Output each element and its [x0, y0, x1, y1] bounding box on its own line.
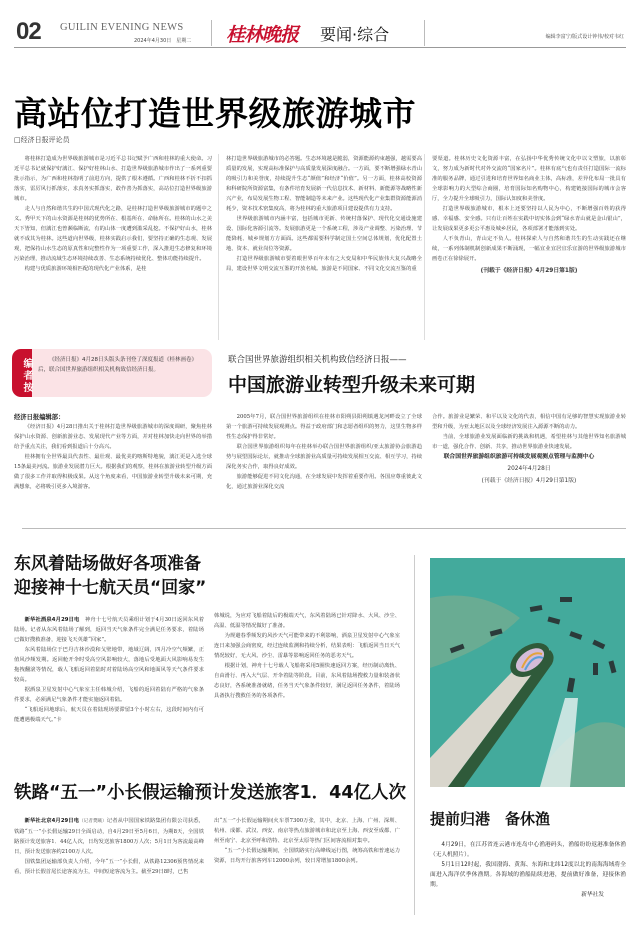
paper-name-english: GUILIN EVENING NEWS — [60, 22, 184, 33]
photo-credit: 新华社发 — [581, 892, 604, 898]
article-column — [226, 412, 422, 492]
paragraph: 韩城说，为应对飞船着陆后的极端天气，东风着陆场已针对降水、大风、沙尘、高温、低温等情况做好了准备。 — [214, 613, 400, 629]
paragraph-text: 记者从中国国家铁路集团有限公司获悉，铁路“五一”小长假运输29日全面启动，自4月29日至5月6日，为期8天，全国铁路预计发送旅客1．44亿人次，日均发送旅客1800万人次；5月1日为客流最高峰日，预计发送旅客约2100万人次。 — [14, 818, 204, 855]
paragraph: 桂林拥有全世界最具代表性、最壮观、最优美的喀斯特地貌，漓江更是入选全球15条最美河流。旅游业发展潜力巨大。根据我们的观察，桂林在旅游业转型升级方面做了很多工作并取得积极成果。从这个角度来看，中国旅游业转型升级未来可期，充满想象，必将吸引更多入境游客。 — [14, 454, 212, 490]
paragraph: “五一”小长假运输期间，全国铁路实行高峰线运行图，统筹高铁和普速运力资源，日均开行旅客列车12000余列，较日常增加1800余列。 — [214, 848, 400, 864]
article-headline: 提前归港 备休渔 — [430, 810, 551, 828]
letter-signature: 联合国世界旅游组织旅游可持续发展观测点管理与监测中心 — [443, 454, 595, 460]
article-column — [226, 154, 422, 274]
paragraph: 走人与自然和谐共生的中国式现代化之路，是桂林打造世界级旅游城市的题中之义。秀甲天下的山水资源是桂林的优势所在、根基所在、命脉所在。桂林的山水之美天下皆知，但漓江也曾濒临断流，有的山体一度遭到滥采乱挖。不保护好山水，桂林就不成其为桂林。这些道向世界级，桂林实践启示我们，要坚持正确的生态观、发展观，把保持山水生态的原真性和完整性作为一项重要工作，深入推进生态修复和环境污染治理，推动流域生态环境持续改善、生态系统持续优化、整体功能持续提升。 — [14, 206, 212, 262]
photo-caption — [430, 840, 626, 900]
paragraph: 合作。旅游业是繁荣、和平以及文化的代表，相信中国有足够的智慧实现旅游业转型和升级，为亚太地区以及全球经济发展注入源源不断的动力。 — [432, 414, 626, 430]
headline-line: 迎接神十七航天员“回家” — [14, 578, 207, 598]
paragraph: 构建与优质旅游环境相匹配的现代化产业体系，是桂 — [24, 266, 147, 272]
section-name: 要闻·综合 — [320, 25, 390, 44]
dateline: 新华社北京4月29日电 — [24, 818, 80, 824]
paragraph: 将桂林打造成为世界级旅游城市是习近平总书记赋予广西和桂林的重大使命。习近平总书记就保护好漓江、保护好桂林山水、打造世界级旅游城市作出了一系列重要批示指示，为广西和桂林指明了前进方向，提供了根本遵循。广西和桂林不折不扣抓落实，雷厉风行抓落实，求真务实抓落实，敢作善为抓落实，高站位打造世界级旅游城市。 — [14, 156, 212, 202]
article-byline: □经济日报评论员 — [14, 136, 70, 144]
letter-salutation: 经济日报编辑部： — [14, 414, 65, 421]
paragraph: 出“五一”小长假运输期间火车票7300万张，其中，北京、上海、广州、深圳、杭州、成都、武汉、西安、南京等热点旅游城市和北京至上海、西安至成都、广州至南宁、北京至呼和浩特、北京至太原等热门区间客流相对集中。 — [214, 818, 400, 844]
article-headline — [14, 552, 206, 600]
paragraph: 打造世界级旅游城市，根本上还要坚持以人民为中心，不断增强百姓的获得感、幸福感、安全感。只有让百姓在实践中切实体会到“绿水青山就是金山银山”，让发展成果更多更公平惠及城乡居民，各项部署才能落到实处。 — [432, 206, 626, 232]
issue-date: 2024年4月30日 星期二 — [134, 38, 192, 44]
article-source: (刊载于《经济日报》4月29日第1版) — [480, 268, 578, 274]
paragraph — [14, 615, 204, 645]
paragraph: 国铁集团运输部负责人介绍，今年“五一”小长假，从铁路12306预售情况来看，预计长假首尾长途客流为主，中间短途客流为主。截至29日8时，已售 — [14, 859, 204, 875]
column-divider — [218, 154, 219, 340]
paragraph: 《经济日报》4月28日推出关于桂林打造世界级旅游城市的深度调研，聚焦桂林保护山水资源、创新旅游业态、发展现代产业等方面，并对桂林加快走向世界的举措给予重点关注，我们看到报道后十分高兴。 — [14, 424, 212, 450]
paragraph: 东风着陆场位于巴丹吉林沙漠和戈壁地带，地域辽阔，四月冷空气频繁，正值风沙频发期。返回舱开伞时受高空风影响较大，落地后受地面大风影响易发生拖拽翻滚等情况，载人飞船返回着陆时对着陆场高空风和地面风等天气条件要求较高。 — [14, 647, 204, 683]
paragraph: 据酒泉卫星发射中心气象室主任韩城介绍，飞船的返回着陆有严格的气象条件要求，必须满足气象条件才能实施返回着陆。 — [14, 687, 204, 703]
article-column — [432, 154, 626, 276]
dateline: 新华社酒泉4月29日电 — [24, 617, 80, 623]
editor-note-box — [12, 349, 212, 397]
paragraph: 打造世界级旅游城市要着眼世界百年未有之大变局和中华民族伟大复兴战略全局，建设世界文明交流互鉴的开放名城。旅游是不同国家、不同文化交流互鉴的重 — [226, 256, 422, 272]
article-headline: 高站位打造世界级旅游城市 — [14, 94, 416, 133]
column-divider — [424, 154, 425, 340]
article-column — [432, 412, 626, 486]
masthead-divider — [424, 20, 425, 46]
harbor-photo-image — [430, 558, 625, 787]
paragraph: 根据计划，神舟十七号载人飞船将采用5圈快速返回方案，经历制动离轨、自由滑行、再入大气层、开伞着陆等阶段。目前，东风着陆场搜救力量和装备状态良好，各系统准备就绪，任务当天气象条件较好，满足返回任务条件，着陆场具备执行搜救任务的各项条件。 — [214, 663, 400, 699]
editor-note-text: 《经济日报》4月28日头版头条刊登了深度报道《桂林画卷》后，联合国世界旅游组织相关机构致信经济日报。 — [38, 357, 197, 373]
column-divider — [414, 555, 415, 915]
section-divider — [22, 528, 626, 529]
harbor-photo — [430, 558, 625, 787]
paragraph: 联合国世界旅游组织每年在桂林举办联合国世界旅游组织/亚太旅游协会旅游趋势与展望国际论坛，就推动全球旅游业高质量可持续发展相互交流、相互学习，持续深化务实合作，取得良好成效。 — [226, 444, 422, 470]
paper-logo: 桂林晚报 — [226, 24, 299, 46]
paragraph: 旅游能够促进不同文化沟通，在全球发展中发挥着重要作用。各国应尊重彼此文化，通过旅游业深化交流 — [226, 474, 422, 490]
article-column — [14, 422, 212, 492]
page-number: 02 — [16, 18, 41, 45]
paragraph: 林打造世界级旅游城市的必答题。生态环境越是脆弱，资源能源约束越强，越需要高质量的发展，实现高标准保护与高质量发展深度融合。一方面，要不断增强绿水青山的吸引力和美誉度，持续提升生态“颜值”和经济“价值”。另一方面，桂林高校资源和科研院所资源富集，有条件培育发展新一代信息技术、新材料、新能源等战略性新兴产业，布局发展生物工程、智能制造等未来产业。这些现代化产业集群资源能源消耗少，资本技术密集度高，将为桂林的重大旅游项目建设提供有力支持。 — [226, 156, 422, 212]
article-headline: 中国旅游业转型升级未来可期 — [228, 374, 476, 396]
paragraph: 当前，全球旅游业发展面临新的挑战和机遇，希望桂林与其他世界知名旅游城市一道，强化合作、创新、共享，推动世界旅游业快速发展。 — [432, 434, 626, 450]
paragraph: 2005年7月，联合国世界旅游组织在桂林市阳朔县阳朔镇遇龙河畔设立了全球第一个旅游可持续发展观测点。得益于政府部门和志愿者组织的努力，这里生物多样性生态保护得非常好。 — [226, 414, 422, 440]
paragraph: 4月29日，在江苏省连云港市连岛中心渔港码头，渔船纷纷返港准备休渔（无人机照片）。 — [430, 842, 626, 858]
article-headline: 铁路“五一”小长假运输预计发送旅客1．44亿人次 — [14, 783, 407, 803]
reporter-credit: （记者樊曦） — [79, 819, 107, 824]
article-column — [14, 154, 212, 274]
article-column — [14, 615, 204, 725]
masthead — [14, 18, 626, 48]
letter-date: 2024年4月28日 — [507, 466, 551, 472]
editor-credit: 编辑李富宁/版式设计钟伟/校对韦红 — [545, 34, 624, 40]
article-column — [214, 611, 400, 701]
paragraph: 人不负青山，青山定不负人。桂林探索人与自然和谐共生的生动实践还在继续，一系列体制机制创新成果不断涌现，一幅宜业宜居宜乐宜游的世界级旅游城市画卷正在徐徐展开。 — [432, 236, 626, 262]
article-kicker: 联合国世界旅游组织相关机构致信经济日报—— — [228, 355, 407, 365]
editor-note-tag: 编者按 — [12, 349, 32, 397]
paragraph: 5月1日12时起，我国渤海、黄海、东海和北纬12度以北的南海海域将全面进入海洋伏季休渔期。各海域的渔船陆续进港，提前做好准备，迎接休渔期。 — [430, 862, 626, 888]
article-column — [14, 816, 204, 877]
article-source: (刊载于《经济日报》4月29日第1版) — [481, 478, 577, 484]
paragraph-text: 神舟十七号航天员乘组计划于4月30日返回东风着陆场。记者从东风着陆场了解到，返回当天气象条件完全满足任务要求，着陆场已做好搜救准备，迎接飞天英雄“回家”。 — [14, 617, 204, 643]
paragraph: 为规避春季频发的风沙天气可能带来的不利影响，酒泉卫星发射中心气象室连日来加强会商密度，经过连续监测和持续分析，结果表明：飞船返回当日天气情况较好，无大风、沙尘、雷暴等影响返回任务的恶劣天气。 — [214, 633, 400, 659]
headline-line: 东风着陆场做好各项准备 — [14, 554, 201, 574]
paragraph: 要渠道。桂林历史文化资源丰富，在弘扬中华优秀传统文化中以文塑旅，以旅彰文，努力成为新时代对外交流的“国家名片”。桂林有底气也有责任打造国际一流标准的服务品牌，通过引进和培育世界知名商业主体，高标准，差异化布局一批具有全球影响力的大型综合商圈，培育国际知名购物中心，构建链接国际的城市会客厅，全力提升全球吸引力，国际认知度和美誉度。 — [432, 156, 626, 202]
article-column — [214, 816, 400, 866]
paragraph: 世界级旅游城市内涵丰富，包括城市更新、传统村落保护、现代化交通设施建设、国际化客源引流等。发展旅游更是一个系统工程，涉及产业调整、污染治理、节能降耗、城乡规划方方面面。这些都需要科学制定国土空间总体规划，优化配置土地、资本、就业岗位等资源。 — [226, 216, 422, 252]
paragraph: “飞船返回地球后，航天员在着陆现场要滞留3个小时左右，这段时间内有可能遭遇极端天气。”卡 — [14, 707, 204, 723]
masthead-divider — [211, 20, 212, 46]
paragraph — [14, 816, 204, 857]
